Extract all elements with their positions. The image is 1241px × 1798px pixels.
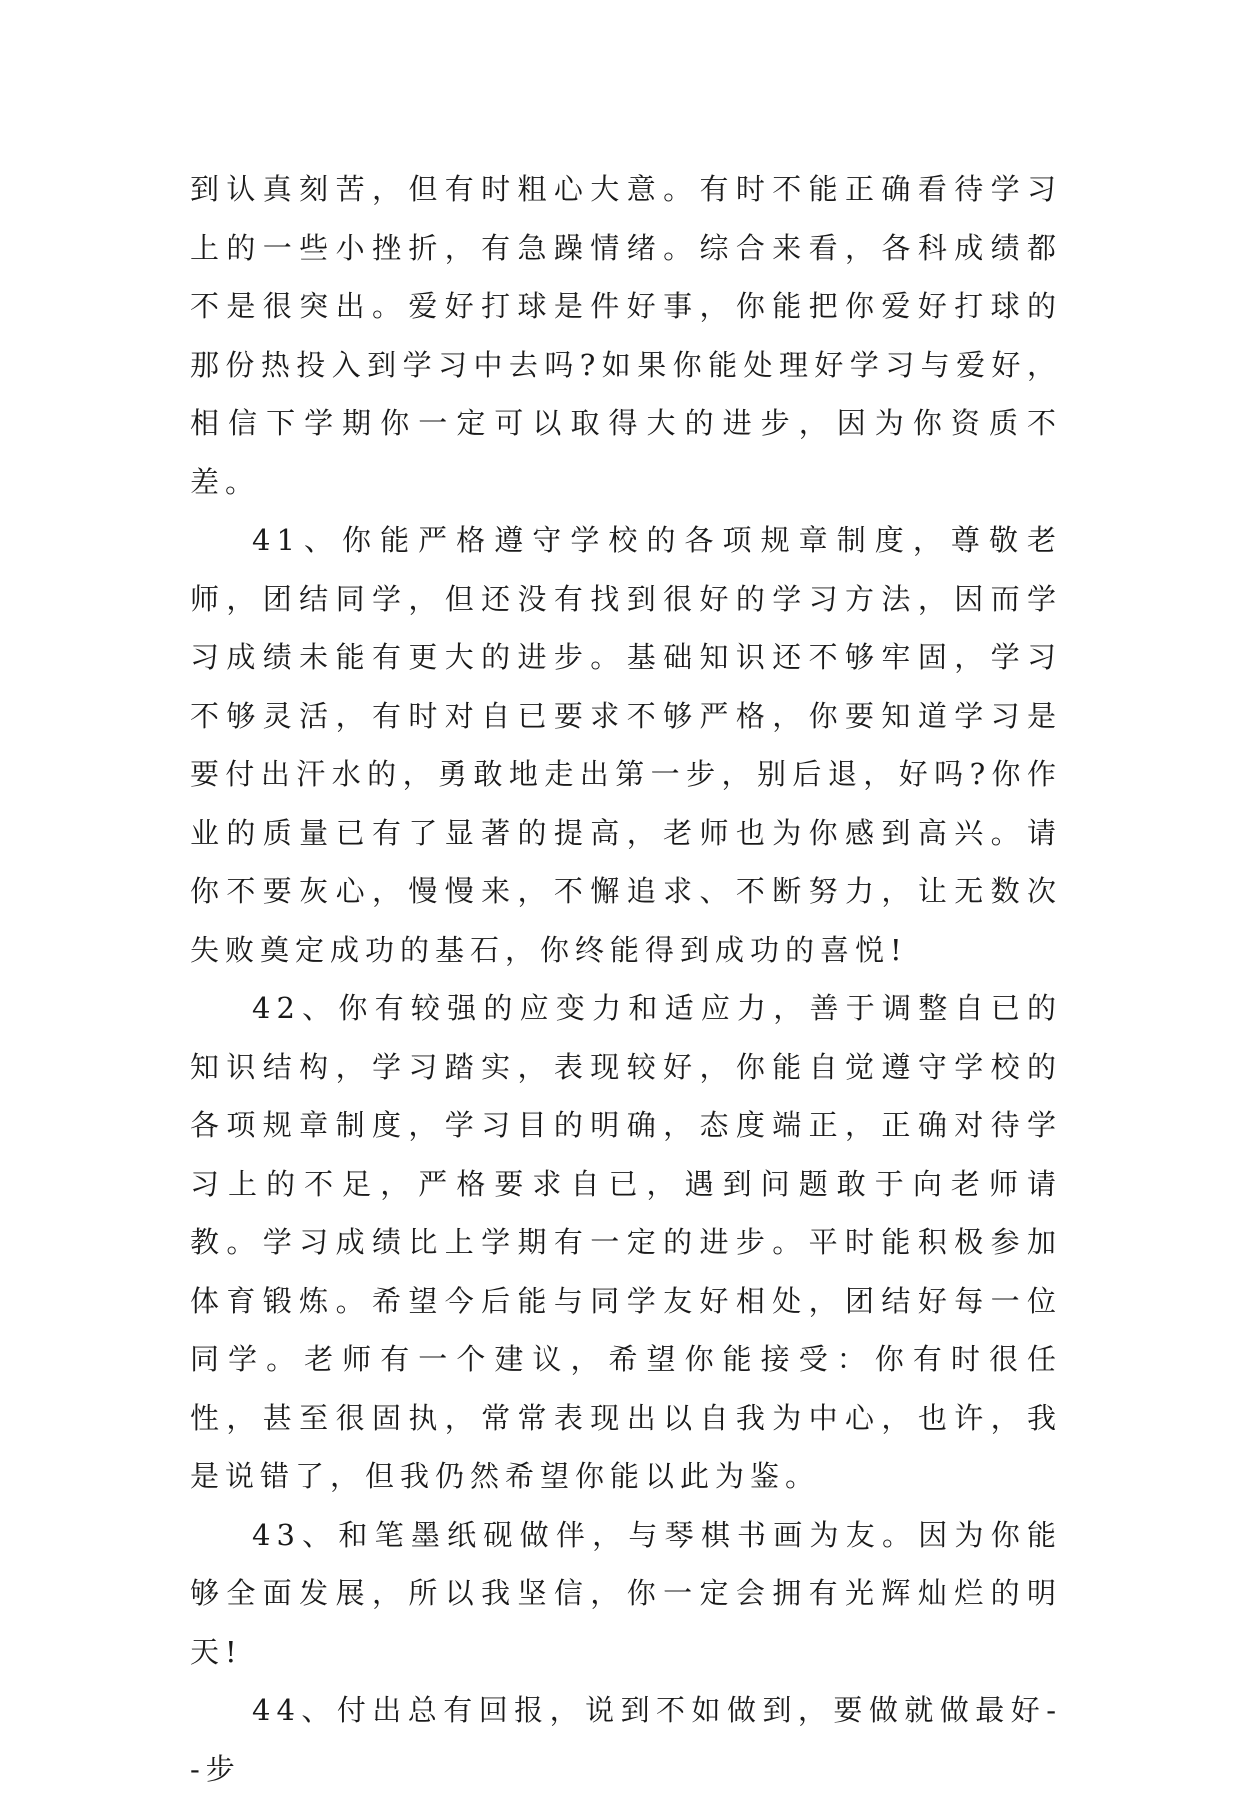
paragraph-43: 43、和笔墨纸砚做伴，与琴棋书画为友。因为你能够全面发展，所以我坚信，你一定会拥有光辉灿烂的明天! <box>190 1517 1062 1669</box>
paragraph-44: 44、付出总有回报，说到不如做到，要做就做最好--步 <box>190 1693 1062 1786</box>
paragraph-41: 41、你能严格遵守学校的各项规章制度，尊敬老师，团结同学，但还没有找到很好的学习方法，因而学习成绩未能有更大的进步。基础知识还不够牢固，学习不够灵活，有时对自已要求不够严格，你要知道学习是要付出汗水的，勇敢地走出第一步，别后退，好吗?你作业的质量已有了显著的提高，老师也为你感到高兴。请你不要灰心，慢慢来，不懈追求、不断努力，让无数次失败奠定成功的基石，你终能得到成功的喜悦! <box>190 523 1062 967</box>
paragraph-42: 42、你有较强的应变力和适应力，善于调整自已的知识结构，学习踏实，表现较好，你能自觉遵守学校的各项规章制度，学习目的明确，态度端正，正确对待学习上的不足，严格要求自已，遇到问题敢于向老师请教。学习成绩比上学期有一定的进步。平时能积极参加体育锻炼。希望今后能与同学友好相处，团结好每一位同学。老师有一个建议，希望你能接受：你有时很任性，甚至很固执，常常表现出以自我为中心，也许，我是说错了，但我仍然希望你能以此为鉴。 <box>190 991 1062 1493</box>
paragraph-continuation: 到认真刻苦，但有时粗心大意。有时不能正确看待学习上的一些小挫折，有急躁情绪。综合来看，各科成绩都不是很突出。爱好打球是件好事，你能把你爱好打球的那份热投入到学习中去吗?如果你能处理好学习与爱好，相信下学期你一定可以取得大的进步，因为你资质不差。 <box>190 172 1062 499</box>
document-page <box>190 160 1062 1798</box>
